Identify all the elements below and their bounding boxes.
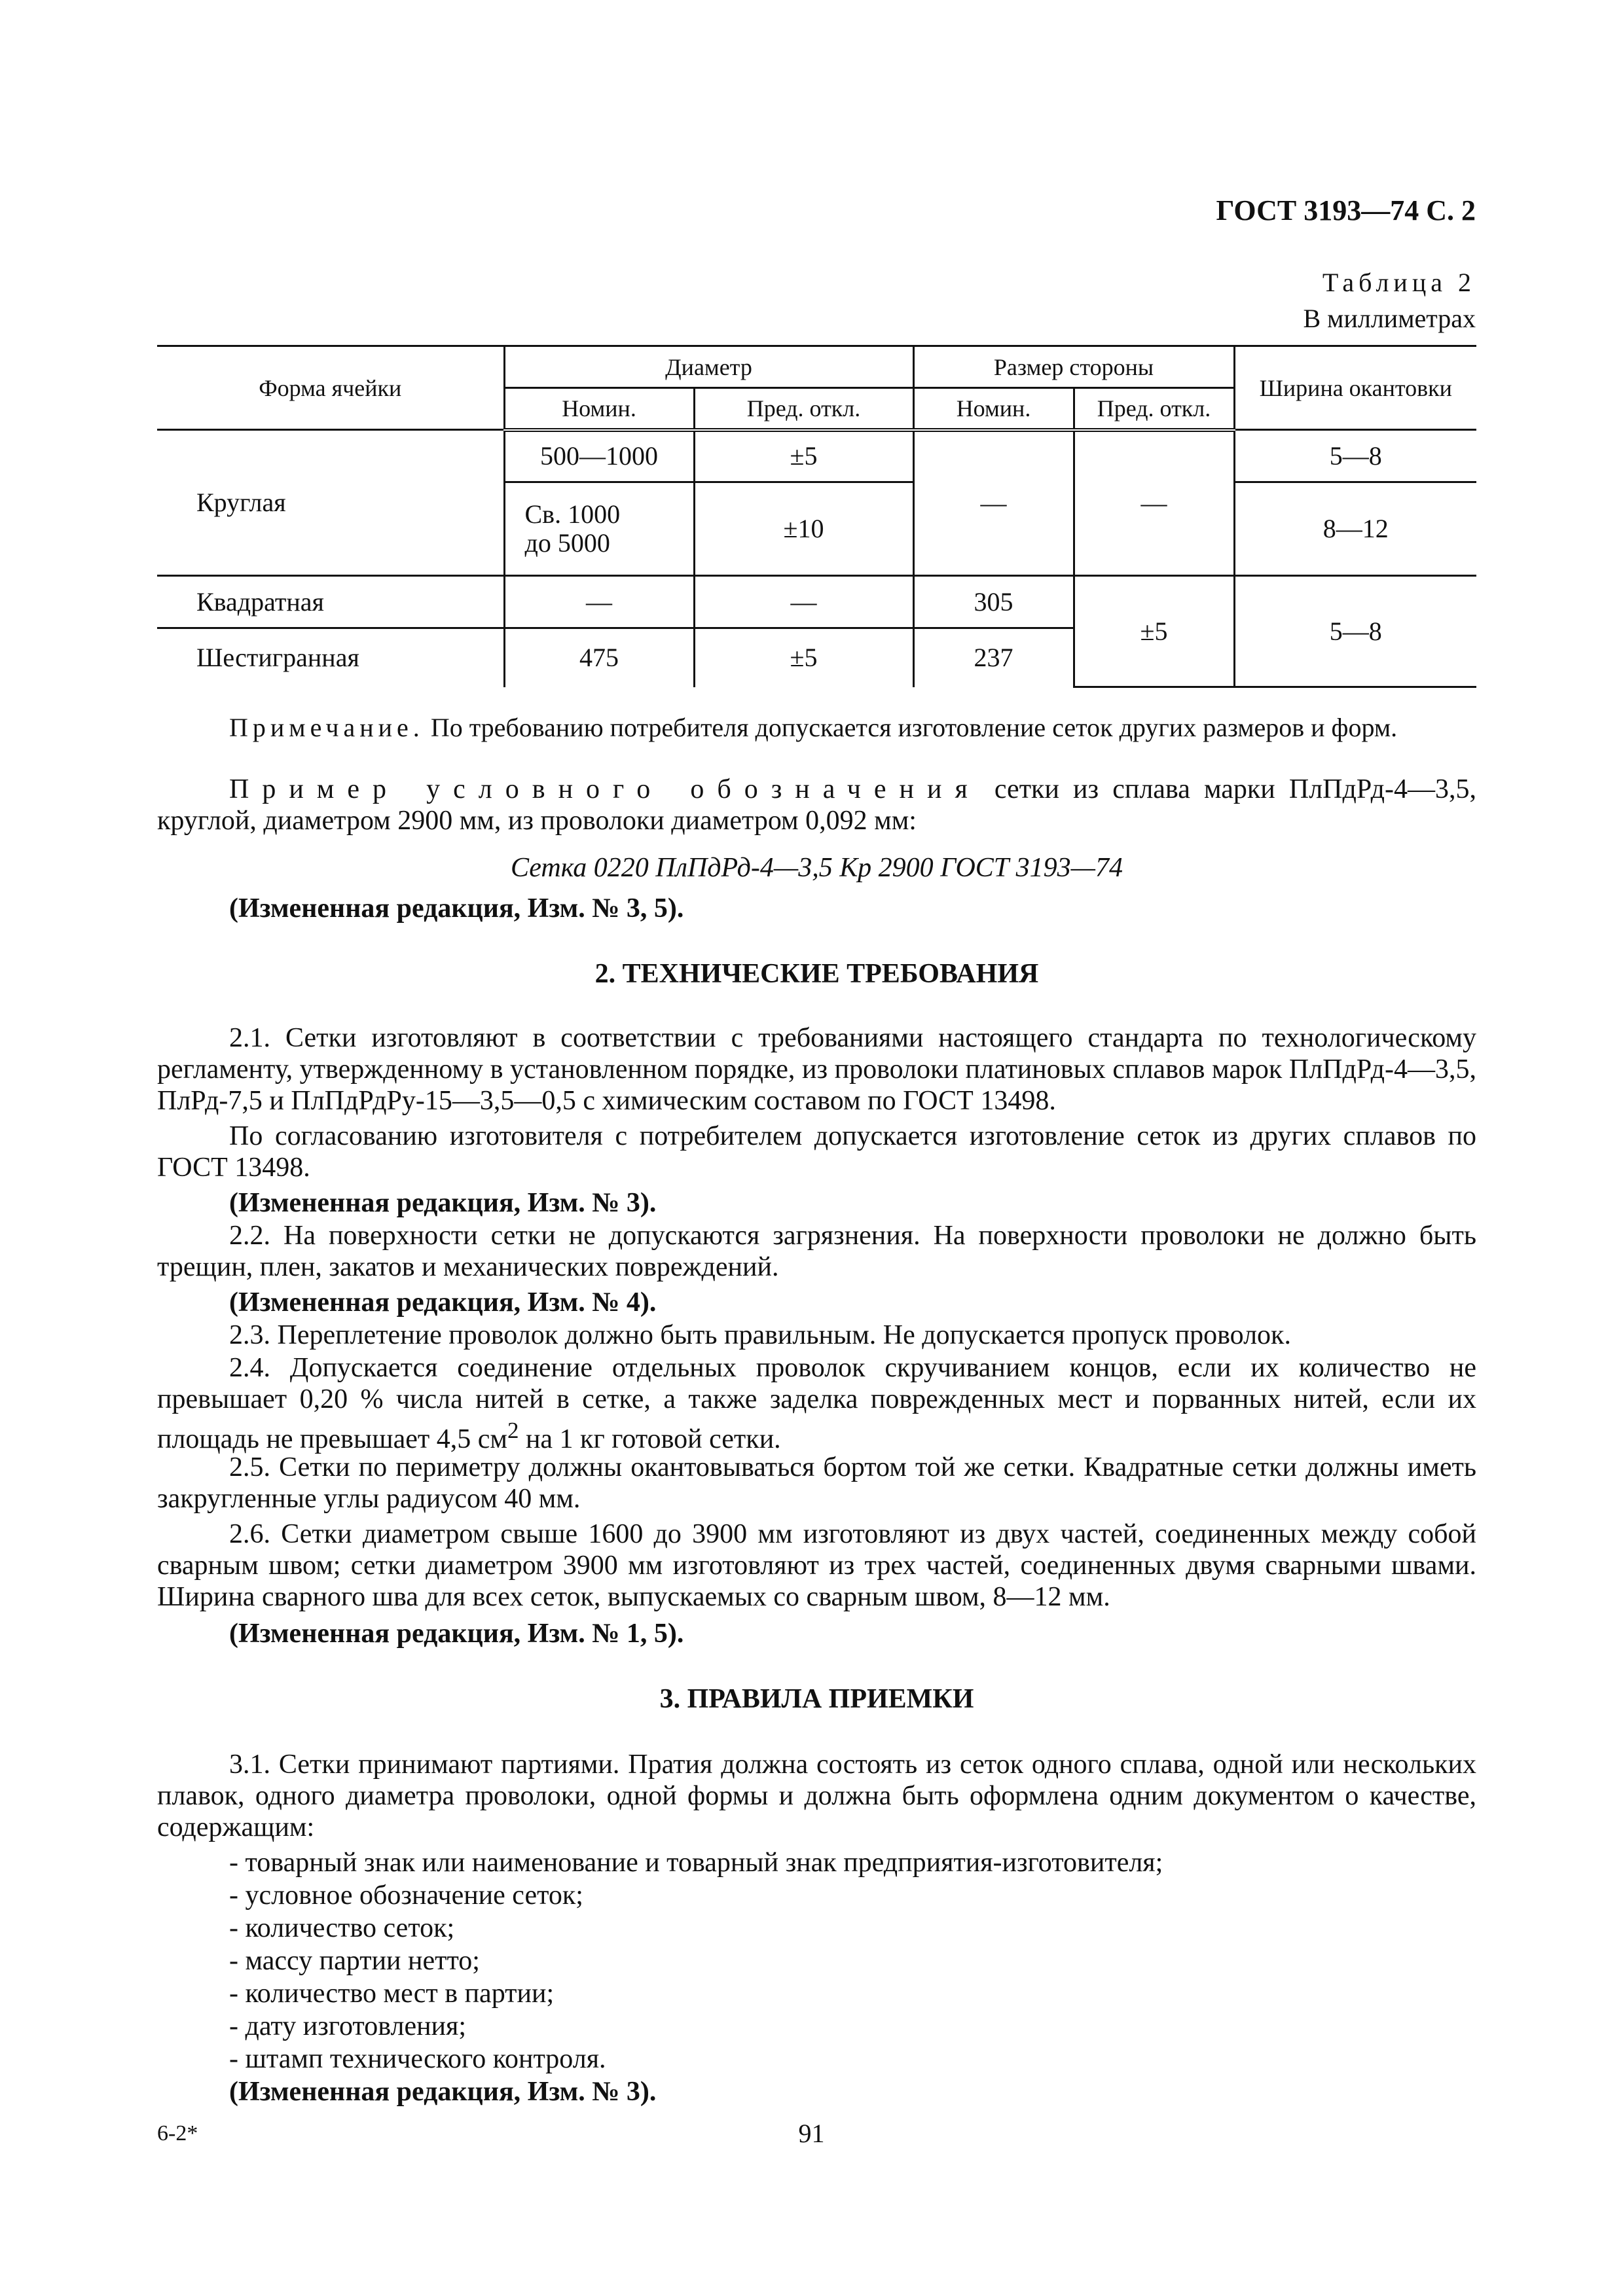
cell-round-d2-dev: ±10 bbox=[694, 482, 913, 576]
header-side-deviation: Пред. откл. bbox=[1074, 388, 1234, 430]
section-3-heading: 3. ПРАВИЛА ПРИЕМКИ bbox=[659, 1684, 974, 1714]
cell-round-side-dev: — bbox=[1074, 430, 1234, 576]
cell-square-side: 305 bbox=[913, 576, 1074, 628]
cell-hex-d-dev: ±5 bbox=[694, 628, 913, 687]
header-diameter-deviation: Пред. откл. bbox=[694, 388, 913, 430]
paragraph-3-1: 3.1. Сетки принимают партиями. Пратия должна состоять из сеток одного сплава, одной или нескольких плавок, одного диаметра проволоки, одной формы и должна быть оформлена одним документом о качестве, содержащим: bbox=[157, 1749, 1476, 1842]
row-round-label: Круглая bbox=[157, 430, 504, 576]
note-label: Примечание. bbox=[229, 713, 424, 742]
paragraph-2-1: 2.1. Сетки изготовляют в соответствии с требованиями настоящего стандарта по технологическому регламенту, утвержденному в установленном порядке, из проволоки платиновых сплавов марок ПлПдРд-4—3,5, ПлРд-7,5 и ПлПдРдРу-15—3,5—0,5 с химическим составом по ГОСТ 13498. bbox=[157, 1023, 1476, 1116]
paragraph-2-5: 2.5. Сетки по периметру должны окантовываться бортом той же сетки. Квадратные сетки должны иметь закругленные углы радиусом 40 мм. bbox=[157, 1452, 1476, 1514]
table-units: В миллиметрах bbox=[1303, 304, 1476, 333]
note-text: По требованию потребителя допускается изготовление сеток других размеров и форм. bbox=[424, 713, 1398, 742]
dimensions-table bbox=[157, 345, 1476, 688]
cell-square-d-dev: — bbox=[694, 576, 913, 628]
designation-example bbox=[157, 774, 1476, 836]
cell-round-w2: 8—12 bbox=[1234, 482, 1476, 576]
list-item: - количество мест в партии; bbox=[229, 1979, 555, 2009]
paragraph-2-1b: По согласованию изготовителя с потребителем допускается изготовление сеток из других сплавов по ГОСТ 13498. bbox=[157, 1121, 1476, 1183]
list-item: - массу партии нетто; bbox=[229, 1946, 480, 1976]
paragraph-2-2: 2.2. На поверхности сетки не допускаются загрязнения. На поверхности проволоки не должно быть трещин, плен, закатов и механических повреждений. bbox=[157, 1221, 1476, 1282]
cell-square-d: — bbox=[504, 576, 694, 628]
cell-sq-hex-width: 5—8 bbox=[1234, 576, 1476, 687]
cell-round-d2-line1: Св. 1000 bbox=[524, 499, 621, 529]
list-item: - количество сеток; bbox=[229, 1913, 455, 1943]
cell-hex-d: 475 bbox=[504, 628, 694, 687]
row-square-label: Квадратная bbox=[157, 576, 504, 628]
cell-round-side: — bbox=[913, 430, 1074, 576]
list-item: - товарный знак или наименование и товарный знак предприятия-изготовителя; bbox=[229, 1848, 1163, 1878]
revision-note-4: (Измененная редакция, Изм. № 1, 5). bbox=[229, 1619, 684, 1649]
paragraph-2-4-end: на 1 кг готовой сетки. bbox=[519, 1424, 781, 1454]
cell-round-d1-dev: ±5 bbox=[694, 430, 913, 482]
superscript-2: 2 bbox=[507, 1418, 519, 1443]
header-diameter-nominal: Номин. bbox=[504, 388, 694, 430]
example-text: сетки из сплава марки ПлПдРд-4—3,5, круглой, диаметром 2900 мм, из проволоки диаметром 0,092 мм: bbox=[157, 774, 1476, 836]
list-item: - штамп технического контроля. bbox=[229, 2044, 606, 2074]
section-2-heading: 2. ТЕХНИЧЕСКИЕ ТРЕБОВАНИЯ bbox=[594, 959, 1039, 989]
revision-note-1: (Измененная редакция, Изм. № 3, 5). bbox=[229, 893, 684, 924]
header-diameter: Диаметр bbox=[504, 346, 913, 388]
list-item: - условное обозначение сеток; bbox=[229, 1880, 583, 1910]
cell-hex-side: 237 bbox=[913, 628, 1074, 687]
table-title: Таблица 2 bbox=[1322, 268, 1476, 297]
revision-note-5: (Измененная редакция, Изм. № 3). bbox=[229, 2077, 657, 2107]
cell-round-d2-line2: до 5000 bbox=[524, 528, 610, 558]
table-note bbox=[157, 712, 1476, 744]
paragraph-2-4 bbox=[157, 1352, 1476, 1455]
paragraph-2-3: 2.3. Переплетение проволок должно быть правильным. Не допускается пропуск проволок. bbox=[229, 1320, 1291, 1350]
header-edge-width: Ширина окантовки bbox=[1234, 346, 1476, 430]
header-side-nominal: Номин. bbox=[913, 388, 1074, 430]
page-number: 91 bbox=[798, 2119, 825, 2148]
cell-sq-hex-side-dev: ±5 bbox=[1074, 576, 1234, 687]
header-side: Размер стороны bbox=[913, 346, 1234, 388]
footer-sheet-mark: 6-2* bbox=[157, 2121, 198, 2145]
row-hex-label: Шестигранная bbox=[157, 628, 504, 687]
document-header: ГОСТ 3193—74 С. 2 bbox=[1216, 194, 1476, 226]
cell-round-d1: 500—1000 bbox=[504, 430, 694, 482]
header-form: Форма ячейки bbox=[157, 346, 504, 430]
paragraph-2-4-text: 2.4. Допускается соединение отдельных проволок скручиванием концов, если их количество не превышает 0,20 % числа нитей в сетке, а также заделка поврежденных мест и порванных нитей, если их площадь не превышает 4,5 см bbox=[157, 1353, 1476, 1454]
revision-note-2: (Измененная редакция, Изм. № 3). bbox=[229, 1188, 657, 1218]
paragraph-2-6: 2.6. Сетки диаметром свыше 1600 до 3900 мм изготовляют из двух частей, соединенных между собой сварным швом; сетки диаметром 3900 мм изготовляют из трех частей, соединенных двумя сварными швами. Ширина сварного шва для всех сеток, выпускаемых со сварным швом, 8—12 мм. bbox=[157, 1519, 1476, 1612]
example-label: Пример условного обозначения bbox=[229, 774, 981, 804]
cell-round-d2 bbox=[504, 482, 694, 576]
revision-note-3: (Измененная редакция, Изм. № 4). bbox=[229, 1287, 657, 1318]
designation-code: Сетка 0220 ПлПдРд-4—3,5 Кр 2900 ГОСТ 3193—74 bbox=[510, 853, 1123, 883]
cell-round-w1: 5—8 bbox=[1234, 430, 1476, 482]
list-item: - дату изготовления; bbox=[229, 2011, 467, 2041]
